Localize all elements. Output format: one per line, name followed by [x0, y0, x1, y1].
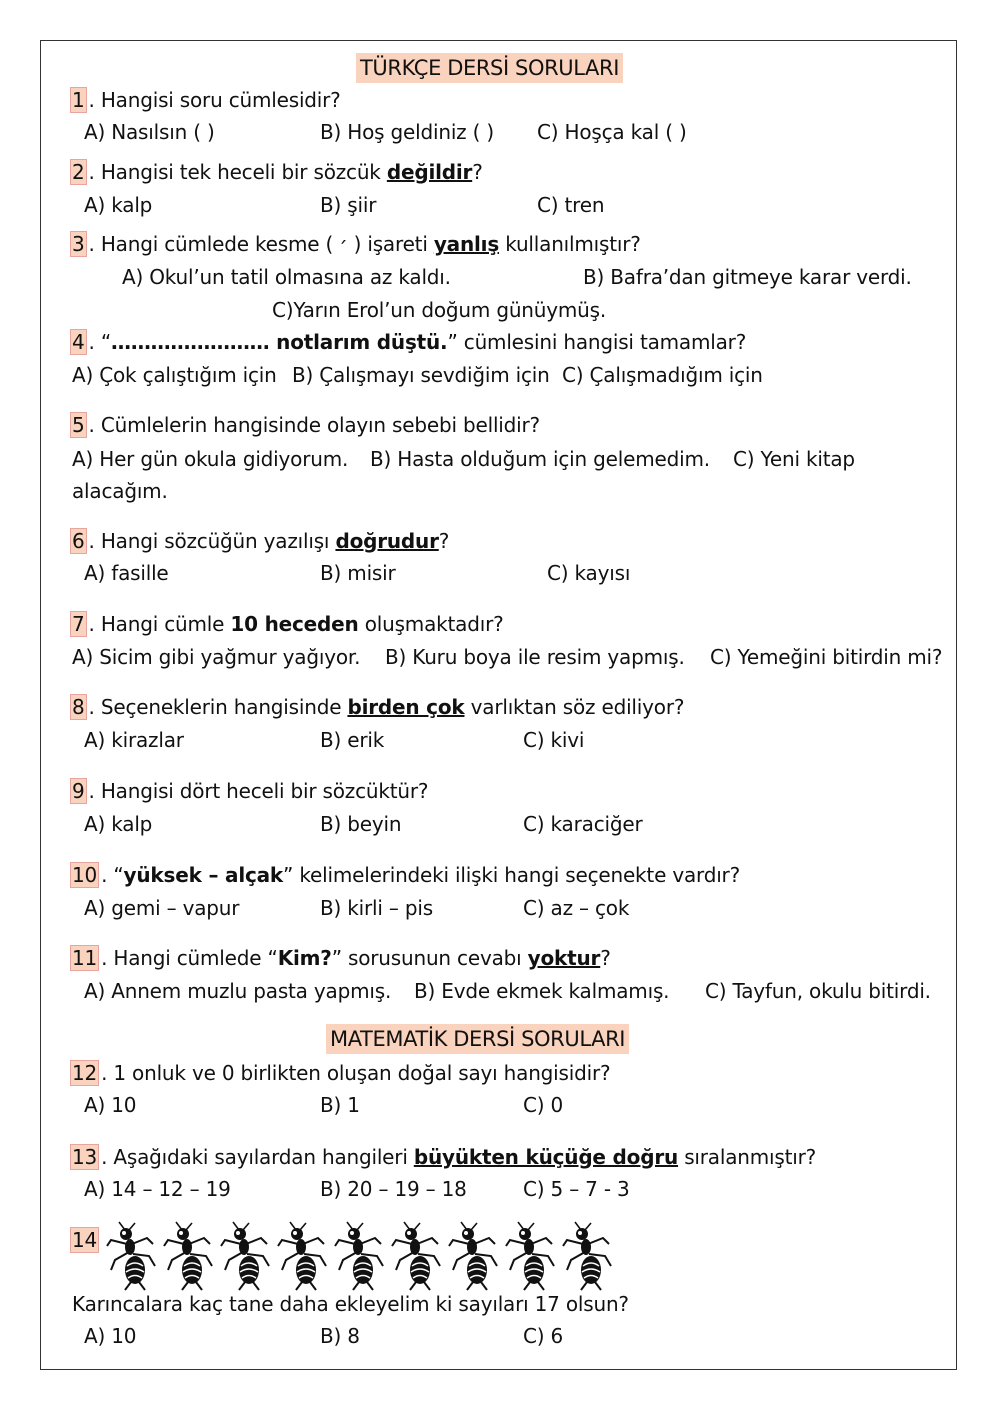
question-number: 10 — [72, 863, 98, 887]
question-number: 5 — [72, 413, 85, 437]
option-b[interactable]: B) 20 – 19 – 18 — [320, 1177, 467, 1201]
option-a[interactable]: A) Annem muzlu pasta yapmış. — [84, 979, 392, 1003]
option-c[interactable]: C) Çalışmadığım için — [562, 363, 763, 387]
question-10 — [70, 861, 740, 889]
ant-icon — [278, 1222, 326, 1290]
option-c[interactable]: C) Tayfun, okulu bitirdi. — [705, 979, 931, 1003]
question-text: . Hangi cümlede “ — [101, 946, 278, 970]
matematik-title: MATEMATİK DERSİ SORULARI — [326, 1024, 629, 1054]
option-b[interactable]: B) erik — [320, 728, 385, 752]
option-c[interactable]: C) az – çok — [523, 896, 630, 920]
option-c[interactable]: C)Yarın Erol’un doğum günüymüş. — [272, 298, 607, 322]
question-number: 4 — [72, 330, 85, 354]
option-c[interactable]: C) Hoşça kal ( ) — [537, 120, 687, 144]
question-number: 7 — [72, 612, 85, 636]
question-6 — [70, 527, 449, 555]
question-14 — [70, 1226, 101, 1254]
question-text: . “ — [101, 863, 124, 887]
emphasis-2: yoktur — [527, 946, 601, 970]
question-number: 6 — [72, 529, 85, 553]
emphasis: doğrudur — [335, 529, 439, 553]
question-text: Karıncalara kaç tane daha ekleyelim ki sayıları 17 olsun? — [72, 1292, 629, 1316]
question-7 — [70, 610, 504, 638]
question-text-end: ” kelimelerindeki ilişki hangi seçenekte vardır? — [283, 863, 740, 887]
question-number: 3 — [72, 232, 85, 256]
option-a[interactable]: A) 10 — [84, 1093, 137, 1117]
option-b[interactable]: B) Hoş geldiniz ( ) — [320, 120, 494, 144]
option-b[interactable]: B) beyin — [320, 812, 402, 836]
emphasis: Kim? — [277, 946, 332, 970]
question-text-end: ? — [438, 529, 450, 553]
option-a[interactable]: A) gemi – vapur — [84, 896, 240, 920]
ant-icon — [335, 1222, 383, 1290]
question-text: . Hangisi soru cümlesidir? — [88, 88, 341, 112]
question-text: . Hangi sözcüğün yazılışı — [88, 529, 336, 553]
question-number: 13 — [72, 1145, 98, 1169]
question-number: 14 — [72, 1228, 98, 1252]
question-text: . Cümlelerin hangisinde olayın sebebi bellidir? — [88, 413, 540, 437]
emphasis: yanlış — [433, 232, 500, 256]
option-c[interactable]: C) kivi — [523, 728, 585, 752]
ants-illustration — [103, 1220, 643, 1292]
option-c[interactable]: C) Yeni kitap — [733, 447, 855, 471]
question-number: 1 — [72, 88, 85, 112]
option-b[interactable]: B) misir — [320, 561, 396, 585]
question-text: . 1 onluk ve 0 birlikten oluşan doğal sayı hangisidir? — [101, 1061, 611, 1085]
emphasis: değildir — [386, 160, 473, 184]
question-number: 2 — [72, 160, 85, 184]
option-c[interactable]: C) tren — [537, 193, 605, 217]
question-text-end: kullanılmıştır? — [499, 232, 641, 256]
question-12 — [70, 1059, 610, 1087]
option-a[interactable]: A) Nasılsın ( ) — [84, 120, 215, 144]
ant-icon — [563, 1222, 611, 1290]
option-b[interactable]: B) 8 — [320, 1324, 360, 1348]
option-c[interactable]: C) karaciğer — [523, 812, 643, 836]
question-11 — [70, 944, 611, 972]
option-a[interactable]: A) Okul’un tatil olmasına az kaldı. — [122, 265, 451, 289]
question-text-end: varlıktan söz ediliyor? — [464, 695, 685, 719]
question-13 — [70, 1143, 816, 1171]
question-text-mid: ” sorusunun cevabı — [331, 946, 528, 970]
question-text: . Hangisi dört heceli bir sözcüktür? — [88, 779, 429, 803]
question-text: . Seçeneklerin hangisinde — [88, 695, 348, 719]
turkce-title: TÜRKÇE DERSİ SORULARI — [356, 53, 623, 83]
question-text-end: ? — [600, 946, 611, 970]
question-4 — [70, 328, 746, 356]
option-a[interactable]: A) Her gün okula gidiyorum. — [72, 447, 349, 471]
question-number: 11 — [72, 946, 98, 970]
emphasis: birden çok — [347, 695, 465, 719]
option-b[interactable]: B) şiir — [320, 193, 377, 217]
question-text: . Hangi cümlede kesme ( ׳ ) işareti — [88, 232, 434, 256]
option-b[interactable]: B) Hasta olduğum için gelemedim. — [370, 447, 710, 471]
question-1 — [70, 86, 341, 114]
option-b[interactable]: B) Kuru boya ile resim yapmış. — [385, 645, 685, 669]
question-text-end: sıralanmıştır? — [678, 1145, 817, 1169]
option-c[interactable]: C) 5 – 7 - 3 — [523, 1177, 630, 1201]
question-text: . Aşağıdaki sayılardan hangileri — [101, 1145, 414, 1169]
ant-icon — [449, 1222, 497, 1290]
option-a[interactable]: A) fasille — [84, 561, 169, 585]
option-a[interactable]: A) kalp — [84, 812, 153, 836]
option-b[interactable]: B) Çalışmayı sevdiğim için — [292, 363, 550, 387]
option-b[interactable]: B) Bafra’dan gitmeye karar verdi. — [583, 265, 912, 289]
option-b[interactable]: B) kirli – pis — [320, 896, 433, 920]
question-text: . Hangisi tek heceli bir sözcük — [88, 160, 387, 184]
question-text-end: oluşmaktadır? — [358, 612, 504, 636]
question-3 — [70, 230, 641, 258]
question-2 — [70, 158, 483, 186]
option-a[interactable]: A) 14 – 12 – 19 — [84, 1177, 231, 1201]
question-text-end: ” cümlesini hangisi tamamlar? — [447, 330, 747, 354]
option-a[interactable]: A) Sicim gibi yağmur yağıyor. — [72, 645, 361, 669]
option-c[interactable]: C) kayısı — [547, 561, 631, 585]
question-text: . Hangi cümle — [88, 612, 231, 636]
emphasis: …………………… notlarım düştü. — [111, 330, 448, 354]
ant-icon — [221, 1222, 269, 1290]
ant-icon — [164, 1222, 212, 1290]
option-a[interactable]: A) kirazlar — [84, 728, 184, 752]
question-9 — [70, 777, 428, 805]
ant-icon — [506, 1222, 554, 1290]
ant-icon — [107, 1222, 155, 1290]
question-number: 8 — [72, 695, 85, 719]
question-number: 9 — [72, 779, 85, 803]
option-b[interactable]: B) 1 — [320, 1093, 360, 1117]
question-number: 12 — [72, 1061, 98, 1085]
question-5 — [70, 411, 540, 439]
question-8 — [70, 693, 684, 721]
option-b[interactable]: B) Evde ekmek kalmamış. — [414, 979, 670, 1003]
option-c[interactable]: C) Yemeğini bitirdin mi? — [710, 645, 943, 669]
option-c-continued: alacağım. — [72, 479, 168, 503]
option-a[interactable]: A) 10 — [84, 1324, 137, 1348]
option-c[interactable]: C) 6 — [523, 1324, 564, 1348]
ant-icon — [392, 1222, 440, 1290]
option-a[interactable]: A) kalp — [84, 193, 153, 217]
question-text-end: ? — [472, 160, 483, 184]
option-c[interactable]: C) 0 — [523, 1093, 564, 1117]
emphasis: yüksek – alçak — [123, 863, 284, 887]
emphasis: 10 heceden — [230, 612, 359, 636]
question-text: . “ — [88, 330, 112, 354]
emphasis: büyükten küçüğe doğru — [413, 1145, 679, 1169]
option-a[interactable]: A) Çok çalıştığım için — [72, 363, 277, 387]
